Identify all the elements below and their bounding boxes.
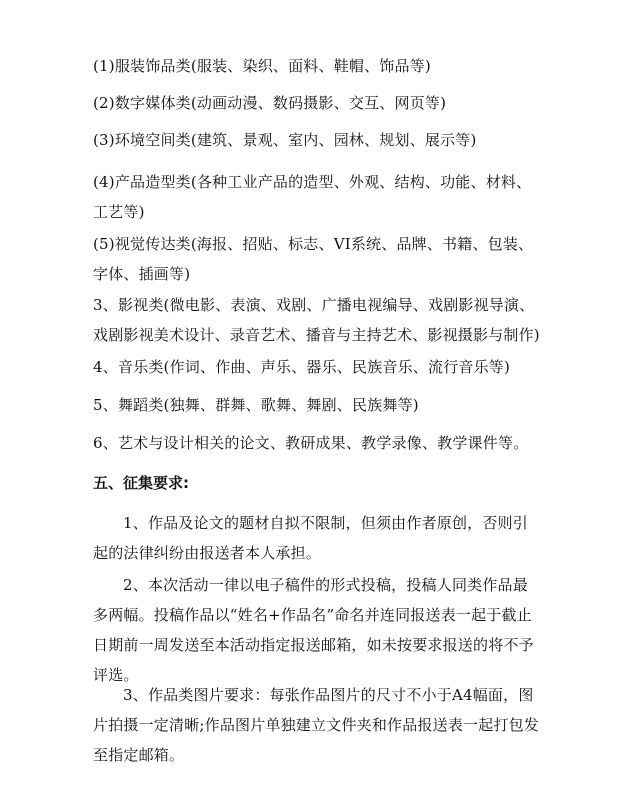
category-item-digital-media: (2)数字媒体类(动画动漫、数码摄影、交互、网页等): [93, 94, 447, 112]
requirement-3: 3、作品类图片要求：每张作品图片的尺寸不小于A4幅面，图片拍摄一定清晰;作品图片单独建立文件夹和作品报送表一起打包发至指定邮箱。: [93, 686, 540, 764]
category-item-music: 4、音乐类(作词、作曲、声乐、器乐、民族音乐、流行音乐等): [93, 358, 511, 376]
section-heading: 五、征集要求:: [93, 474, 189, 492]
category-item-environment: (3)环境空间类(建筑、景观、室内、园林、规划、展示等): [93, 131, 477, 149]
category-item-product: (4)产品造型类(各种工业产品的造型、外观、结构、功能、材料、工艺等): [93, 173, 532, 221]
requirement-1: 1、作品及论文的题材自拟不限制，但须由作者原创，否则引起的法律纠纷由报送者本人承担。: [93, 514, 528, 562]
category-item-clothing: (1)服装饰品类(服装、染织、面料、鞋帽、饰品等): [93, 57, 431, 75]
category-item-film: 3、影视类(微电影、表演、戏剧、广播电视编导、戏剧影视导演、戏剧影视美术设计、录音艺术、播音与主持艺术、影视摄影与制作): [93, 296, 540, 344]
category-item-visual: (5)视觉传达类(海报、招贴、标志、VI系统、品牌、书籍、包装、字体、插画等): [93, 235, 534, 283]
category-item-papers: 6、艺术与设计相关的论文、教研成果、教学录像、教学课件等。: [93, 434, 529, 452]
requirement-2: 2、本次活动一律以电子稿件的形式投稿，投稿人同类作品最多两幅。投稿作品以“姓名+作品名”命名并连同报送表一起于截止日期前一周发送至本活动指定报送邮箱，如未按要求报送的将不予评选。: [93, 576, 534, 684]
category-item-dance: 5、舞蹈类(独舞、群舞、歌舞、舞剧、民族舞等): [93, 396, 419, 414]
